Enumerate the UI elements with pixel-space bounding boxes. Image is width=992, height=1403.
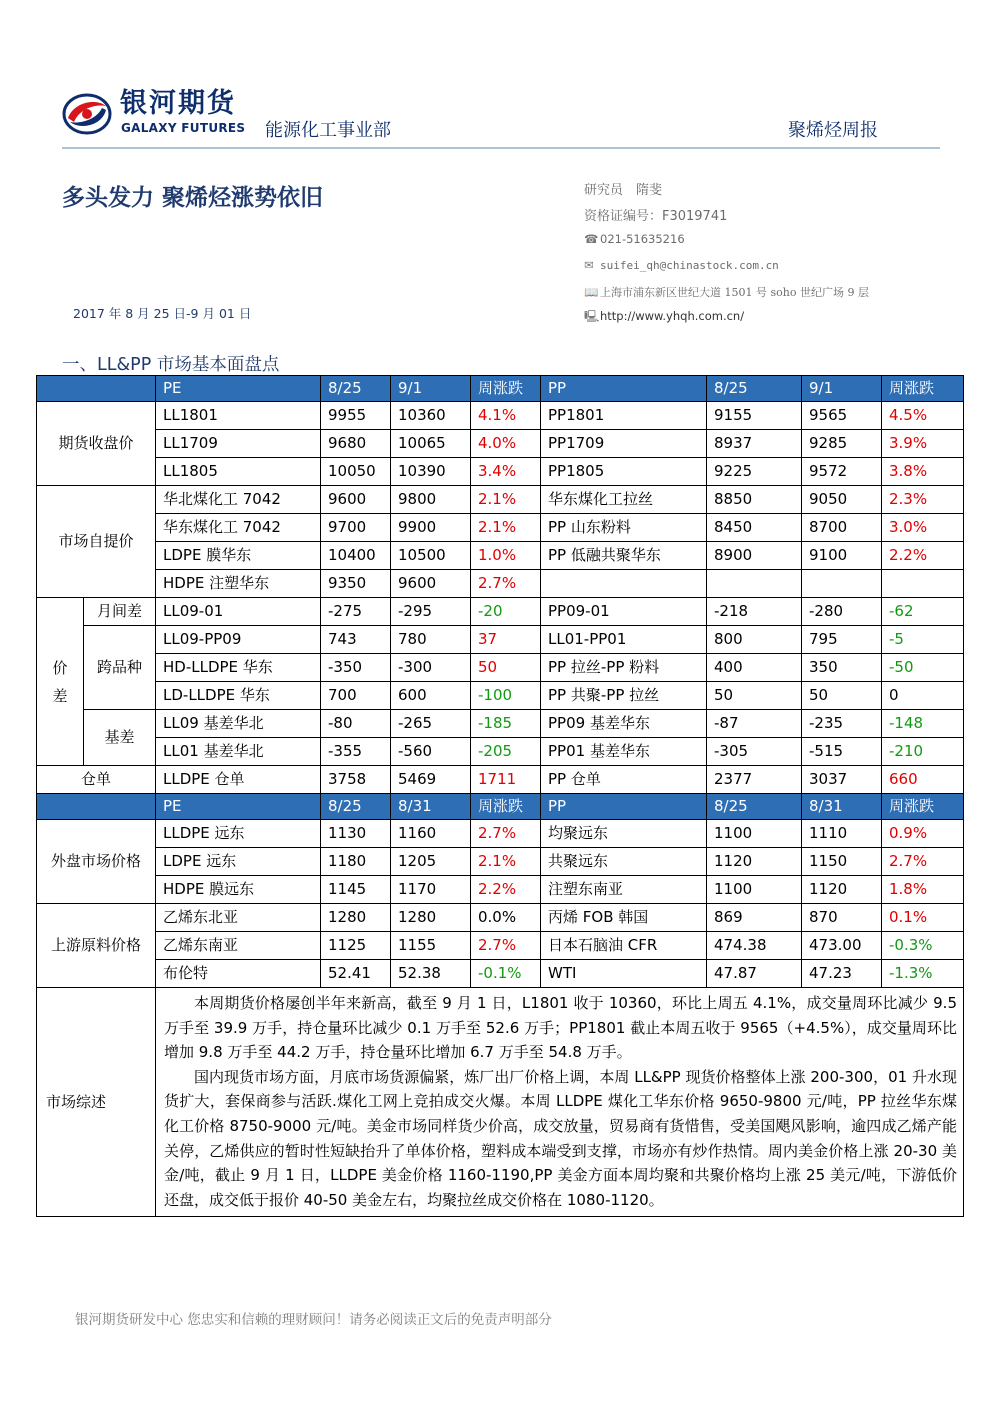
row-item-name	[541, 570, 707, 598]
category-label: 仓单	[37, 766, 156, 794]
weekly-change: -50	[882, 654, 964, 682]
price-value: 1120	[707, 848, 802, 876]
price-value: 8850	[707, 486, 802, 514]
price-value: 10390	[391, 458, 471, 486]
row-item-name: 日本石脑油 CFR	[541, 932, 707, 960]
weekly-change: -20	[471, 598, 541, 626]
phone-icon: ☎	[584, 232, 599, 246]
table-row	[37, 876, 964, 904]
price-value: 400	[707, 654, 802, 682]
row-item-name: 华东煤化工 7042	[156, 514, 321, 542]
price-value: 350	[802, 654, 882, 682]
weekly-change: 2.7%	[471, 570, 541, 598]
price-value: 1145	[321, 876, 391, 904]
price-value: 10360	[391, 402, 471, 430]
summary-paragraph: 本周期货价格屡创半年来新高，截至 9 月 1 日，L1801 收于 10360，环比上周五 4.1%，成交量周环比减少 9.5 万手至 39.9 万手，持仓量环比减少 0.1 万手至 52.6 万手；PP1801 截止本周五收于 9565（+4.5%），成交量周环比增加 9.8 万手至 44.2 万手，持仓量环比增加 6.7 万手至 54.8 万手。	[164, 994, 957, 1062]
row-item-name: PP01 基差华东	[541, 738, 707, 766]
phone-number: 021-51635216	[600, 232, 685, 246]
row-item-name: LD-LLDPE 华东	[156, 682, 321, 710]
column-header: PP	[541, 376, 707, 402]
summary-row	[37, 988, 964, 1217]
price-value: 1170	[391, 876, 471, 904]
website-link[interactable]: http://www.yhqh.com.cn/	[600, 309, 745, 323]
weekly-change: -5	[882, 626, 964, 654]
category-label: 外盘市场价格	[37, 820, 156, 904]
row-item-name: PP1801	[541, 402, 707, 430]
price-value: -515	[802, 738, 882, 766]
price-value: -80	[321, 710, 391, 738]
column-header: PE	[156, 794, 321, 820]
row-item-name: PP 低融共聚华东	[541, 542, 707, 570]
row-item-name: 注塑东南亚	[541, 876, 707, 904]
price-value: 1100	[707, 820, 802, 848]
table-row	[37, 626, 964, 654]
price-value: 600	[391, 682, 471, 710]
weekly-change: 2.1%	[471, 514, 541, 542]
price-value: 1100	[707, 876, 802, 904]
price-value: -280	[802, 598, 882, 626]
column-header: 9/1	[391, 376, 471, 402]
price-value: 780	[391, 626, 471, 654]
price-value: 9900	[391, 514, 471, 542]
weekly-change	[882, 570, 964, 598]
table-row	[37, 430, 964, 458]
table-row	[37, 766, 964, 794]
row-item-name: LL01-PP01	[541, 626, 707, 654]
column-header: 周涨跌	[471, 376, 541, 402]
price-value: 8937	[707, 430, 802, 458]
price-value: 50	[802, 682, 882, 710]
subcategory-label: 跨品种	[84, 626, 156, 710]
market-data-table	[36, 375, 964, 1217]
price-value	[707, 570, 802, 598]
price-value: -265	[391, 710, 471, 738]
price-value: 1150	[802, 848, 882, 876]
summary-label: 市场综述	[37, 988, 156, 1217]
price-value: 9600	[391, 570, 471, 598]
price-value: 9680	[321, 430, 391, 458]
analyst-name: 研究员 隋斐	[584, 183, 663, 198]
price-value: 9700	[321, 514, 391, 542]
table-row	[37, 960, 964, 988]
price-value: 1280	[321, 904, 391, 932]
weekly-change: 0.9%	[882, 820, 964, 848]
price-value: 10065	[391, 430, 471, 458]
table-row	[37, 820, 964, 848]
report-date-range: 2017 年 8 月 25 日-9 月 01 日	[73, 306, 252, 321]
table-row	[37, 570, 964, 598]
price-value: 700	[321, 682, 391, 710]
galaxy-logo-icon	[62, 92, 112, 136]
weekly-change: 3.8%	[882, 458, 964, 486]
weekly-change: -0.1%	[471, 960, 541, 988]
subcategory-label: 月间差	[84, 598, 156, 626]
report-type: 聚烯烃周报	[788, 120, 878, 141]
table-row	[37, 542, 964, 570]
market-summary	[156, 988, 964, 1217]
row-item-name: 均聚远东	[541, 820, 707, 848]
row-item-name: 乙烯东南亚	[156, 932, 321, 960]
price-value: 10500	[391, 542, 471, 570]
weekly-change: -185	[471, 710, 541, 738]
report-headline: 多头发力 聚烯烃涨势依旧	[62, 185, 324, 211]
column-header: 8/25	[321, 376, 391, 402]
footer-disclaimer: 银河期货研发中心 您忠实和信赖的理财顾问！请务必阅读正文后的免责声明部分	[75, 1312, 552, 1328]
price-value: 47.87	[707, 960, 802, 988]
table-row	[37, 738, 964, 766]
table-row	[37, 904, 964, 932]
contact-email	[584, 258, 779, 272]
weekly-change: 2.7%	[471, 820, 541, 848]
column-header: 8/25	[707, 376, 802, 402]
table-row	[37, 710, 964, 738]
row-item-name: LL1709	[156, 430, 321, 458]
category-label: 上游原料价格	[37, 904, 156, 988]
price-value: 1180	[321, 848, 391, 876]
row-item-name: LLDPE 远东	[156, 820, 321, 848]
weekly-change: 1.0%	[471, 542, 541, 570]
price-value: 743	[321, 626, 391, 654]
row-item-name: PP09-01	[541, 598, 707, 626]
weekly-change: 1711	[471, 766, 541, 794]
contact-phone	[584, 232, 685, 246]
price-value: 869	[707, 904, 802, 932]
price-value: 5469	[391, 766, 471, 794]
weekly-change: 3.9%	[882, 430, 964, 458]
header-blank	[37, 794, 156, 820]
row-item-name: PP 山东粉料	[541, 514, 707, 542]
contact-address	[584, 284, 869, 300]
price-value: 3037	[802, 766, 882, 794]
price-value: 8700	[802, 514, 882, 542]
price-value: 47.23	[802, 960, 882, 988]
price-value: 1205	[391, 848, 471, 876]
price-value: -235	[802, 710, 882, 738]
price-value: 52.41	[321, 960, 391, 988]
column-header: 8/25	[321, 794, 391, 820]
column-header: 周涨跌	[882, 376, 964, 402]
price-value: 1155	[391, 932, 471, 960]
row-item-name: LL1801	[156, 402, 321, 430]
price-value: -218	[707, 598, 802, 626]
mail-icon: ✉	[584, 258, 594, 272]
price-value: 52.38	[391, 960, 471, 988]
price-value: 9050	[802, 486, 882, 514]
table-row	[37, 598, 964, 626]
weekly-change: 2.3%	[882, 486, 964, 514]
column-header: 9/1	[802, 376, 882, 402]
spread-label-text: 价差	[52, 658, 68, 705]
weekly-change: 1.8%	[882, 876, 964, 904]
weekly-change: 2.2%	[471, 876, 541, 904]
price-value: 9155	[707, 402, 802, 430]
office-address: 上海市浦东新区世纪大道 1501 号 soho 世纪广场 9 层	[600, 286, 869, 299]
column-header: PP	[541, 794, 707, 820]
row-item-name: PP1805	[541, 458, 707, 486]
price-value: 50	[707, 682, 802, 710]
price-value: -300	[391, 654, 471, 682]
price-value: 795	[802, 626, 882, 654]
price-value: 9800	[391, 486, 471, 514]
row-item-name: 共聚远东	[541, 848, 707, 876]
section-title: 一、LL&PP 市场基本面盘点	[62, 355, 280, 375]
weekly-change: -210	[882, 738, 964, 766]
price-value: 3758	[321, 766, 391, 794]
price-value: 1125	[321, 932, 391, 960]
row-item-name: HD-LLDPE 华东	[156, 654, 321, 682]
computer-icon: 🖳	[584, 309, 600, 323]
weekly-change: 4.5%	[882, 402, 964, 430]
table-header-row	[37, 376, 964, 402]
weekly-change: 37	[471, 626, 541, 654]
price-value: 9350	[321, 570, 391, 598]
table-row	[37, 848, 964, 876]
table-row	[37, 932, 964, 960]
spread-category-label	[37, 598, 84, 766]
weekly-change: 2.1%	[471, 486, 541, 514]
row-item-name: LL01 基差华北	[156, 738, 321, 766]
weekly-change: 0.1%	[882, 904, 964, 932]
header-divider	[62, 147, 940, 149]
price-value: 10400	[321, 542, 391, 570]
row-item-name: PP 拉丝-PP 粉料	[541, 654, 707, 682]
weekly-change: 3.4%	[471, 458, 541, 486]
row-item-name: LL09-01	[156, 598, 321, 626]
weekly-change: 50	[471, 654, 541, 682]
logo-name: 银河期货	[120, 88, 236, 119]
column-header: 周涨跌	[882, 794, 964, 820]
row-item-name: PP 共聚-PP 拉丝	[541, 682, 707, 710]
category-label: 期货收盘价	[37, 402, 156, 486]
weekly-change: 2.7%	[471, 932, 541, 960]
price-value: -305	[707, 738, 802, 766]
summary-paragraph: 国内现货市场方面，月底市场货源偏紧，炼厂出厂价格上调，本周 LL&PP 现货价格整体上涨 200-300，01 升水现货扩大，套保商参与活跃.煤化工网上竞拍成交火爆。本周 LLDPE 煤化工华东价格 9650-9800 元/吨，PP 拉丝华东煤化工价格 8750-9000 元/吨。美金市场同样货少价高，成交放量，贸易商有货惜售，受美国飓风影响，逾四成乙烯产能关停，乙烯供应的暂时性短缺抬升了单体价格，塑料成本端受到支撑，市场亦有炒作热情。周内美金价格上涨 20-30 美金/吨，截止 9 月 1 日，LLDPE 美金价格 1160-1190,PP 美金方面本周均聚和共聚价格均上涨 25 美元/吨，下游低价还盘，成交低于报价 40-50 美金左右，均聚拉丝成交价格在 1080-1120。	[164, 1067, 957, 1209]
table-row	[37, 654, 964, 682]
price-value: 9600	[321, 486, 391, 514]
weekly-change: 0	[882, 682, 964, 710]
price-value: 1120	[802, 876, 882, 904]
price-value: 9955	[321, 402, 391, 430]
price-value: 9100	[802, 542, 882, 570]
column-header: 8/31	[391, 794, 471, 820]
row-item-name: LDPE 膜华东	[156, 542, 321, 570]
row-item-name: PP 仓单	[541, 766, 707, 794]
weekly-change: -0.3%	[882, 932, 964, 960]
row-item-name: 华北煤化工 7042	[156, 486, 321, 514]
weekly-change: 4.0%	[471, 430, 541, 458]
weekly-change: -205	[471, 738, 541, 766]
weekly-change: -62	[882, 598, 964, 626]
address-book-icon: 📖	[584, 285, 599, 299]
row-item-name: PP1709	[541, 430, 707, 458]
email-address[interactable]: suifei_qh@chinastock.com.cn	[600, 259, 779, 272]
table-row	[37, 682, 964, 710]
column-header: 8/31	[802, 794, 882, 820]
table-header-row	[37, 794, 964, 820]
license-number: 资格证编号：F3019741	[584, 209, 728, 224]
weekly-change: 0.0%	[471, 904, 541, 932]
weekly-change: 2.7%	[882, 848, 964, 876]
price-value: -355	[321, 738, 391, 766]
row-item-name: HDPE 注塑华东	[156, 570, 321, 598]
table-row	[37, 486, 964, 514]
price-value: 800	[707, 626, 802, 654]
contact-website	[584, 309, 744, 328]
price-value: -275	[321, 598, 391, 626]
price-value: 9225	[707, 458, 802, 486]
logo-english-name: GALAXY FUTURES	[121, 121, 246, 135]
column-header: PE	[156, 376, 321, 402]
weekly-change: 4.1%	[471, 402, 541, 430]
price-value: -295	[391, 598, 471, 626]
price-value: 1280	[391, 904, 471, 932]
price-value: 870	[802, 904, 882, 932]
price-value: -350	[321, 654, 391, 682]
row-item-name: LDPE 远东	[156, 848, 321, 876]
price-value: 8450	[707, 514, 802, 542]
price-value: 473.00	[802, 932, 882, 960]
header-blank	[37, 376, 156, 402]
column-header: 8/25	[707, 794, 802, 820]
row-item-name: 布伦特	[156, 960, 321, 988]
price-value	[802, 570, 882, 598]
row-item-name: HDPE 膜远东	[156, 876, 321, 904]
weekly-change: 3.0%	[882, 514, 964, 542]
table-row	[37, 402, 964, 430]
price-value: 9285	[802, 430, 882, 458]
row-item-name: WTI	[541, 960, 707, 988]
row-item-name: LL09 基差华北	[156, 710, 321, 738]
price-value: 2377	[707, 766, 802, 794]
price-value: 1130	[321, 820, 391, 848]
weekly-change: 2.1%	[471, 848, 541, 876]
weekly-change: 2.2%	[882, 542, 964, 570]
row-item-name: LL09-PP09	[156, 626, 321, 654]
row-item-name: PP09 基差华东	[541, 710, 707, 738]
subcategory-label: 基差	[84, 710, 156, 766]
row-item-name: 乙烯东北亚	[156, 904, 321, 932]
price-value: 474.38	[707, 932, 802, 960]
weekly-change: -100	[471, 682, 541, 710]
department-name: 能源化工事业部	[265, 120, 391, 141]
price-value: -560	[391, 738, 471, 766]
row-item-name: LL1805	[156, 458, 321, 486]
weekly-change: -148	[882, 710, 964, 738]
row-item-name: 丙烯 FOB 韩国	[541, 904, 707, 932]
price-value: 10050	[321, 458, 391, 486]
price-value: 8900	[707, 542, 802, 570]
price-value: 9565	[802, 402, 882, 430]
row-item-name: LLDPE 仓单	[156, 766, 321, 794]
price-value: 9572	[802, 458, 882, 486]
column-header: 周涨跌	[471, 794, 541, 820]
category-label: 市场自提价	[37, 486, 156, 598]
price-value: -87	[707, 710, 802, 738]
table-row	[37, 458, 964, 486]
weekly-change: -1.3%	[882, 960, 964, 988]
table-row	[37, 514, 964, 542]
price-value: 1160	[391, 820, 471, 848]
row-item-name: 华东煤化工拉丝	[541, 486, 707, 514]
weekly-change: 660	[882, 766, 964, 794]
price-value: 1110	[802, 820, 882, 848]
